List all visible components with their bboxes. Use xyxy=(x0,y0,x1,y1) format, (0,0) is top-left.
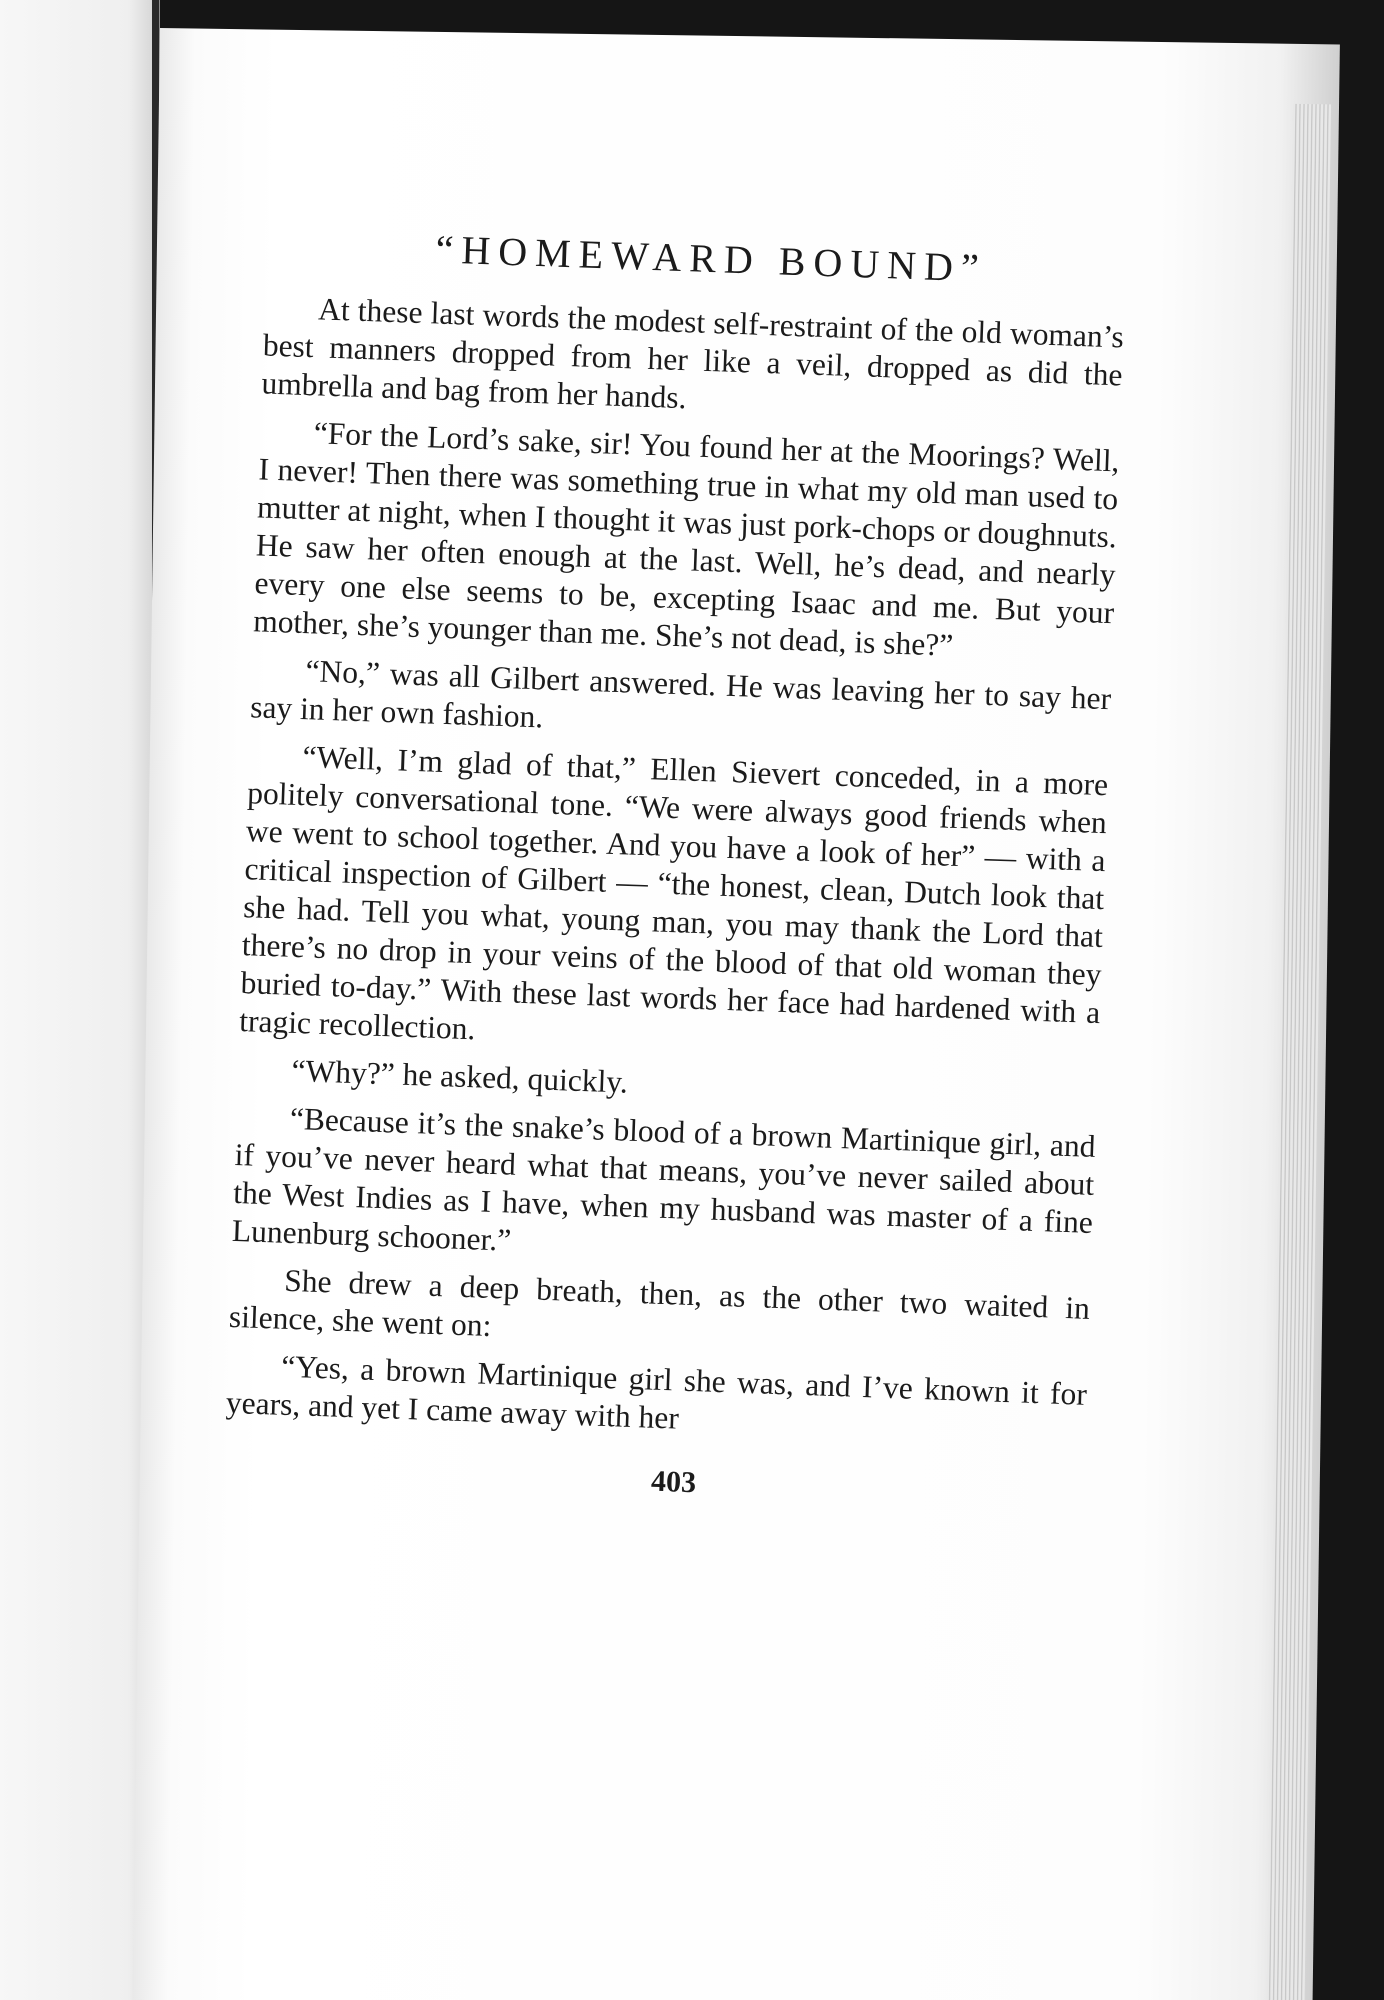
paragraph-2: “For the Lord’s sake, sir! You found her at the Moorings? Well, I never! Then there was something true in what my old man used to mutter at night, when I thought it was just pork-chops or doughnuts. He saw her often enough at the last. Well, he’s dead, and nearly every one else seems to be, excepting Isaac and me. But your mother, she’s younger than me. She’s not dead, is she?” xyxy=(252,415,1121,663)
book-page xyxy=(132,28,1339,2000)
paragraph-3: “No,” was all Gilbert answered. He was leaving her to say her say in her own fashion. xyxy=(249,653,1112,735)
page-text-block xyxy=(223,220,1127,1514)
page-number: 403 xyxy=(650,1464,697,1500)
paragraph-4: “Well, I’m glad of that,” Ellen Sievert conceded, in a more politely conversational tone. “We were always good friends when we went to school together. And you have a look of her” — with a critical inspection of Gilbert — “the honest, clean, Dutch look that she had. Tell you what, young man, you may thank the Lord that there’s no drop in your veins of the blood of that old woman they buried to-day.” With these last words her face had hardened with a tragic recollection. xyxy=(238,739,1109,1047)
paragraph-1: At these last words the modest self-restraint of the old woman’s best manners dropped from her like a veil, dropped as did the umbrella and bag from her hands. xyxy=(261,291,1125,416)
paragraph-6: “Because it’s the snake’s blood of a brown Martinique girl, and if you’ve never heard what that means, you’ve never sailed about the West Indies as I have, when my husband was master of a fine Lunenburg schooner.” xyxy=(231,1100,1097,1258)
paragraph-5: “Why?” he asked, quickly. xyxy=(291,1052,629,1100)
paragraph-8: “Yes, a brown Martinique girl she was, and I’ve known it for years, and yet I came away with her xyxy=(225,1348,1088,1436)
running-head: “HOMEWARD BOUND” xyxy=(434,226,988,291)
paragraph-7: She drew a deep breath, then, as the other two waited in silence, she went on: xyxy=(228,1262,1091,1343)
page-stack-edges xyxy=(1266,104,1331,2000)
